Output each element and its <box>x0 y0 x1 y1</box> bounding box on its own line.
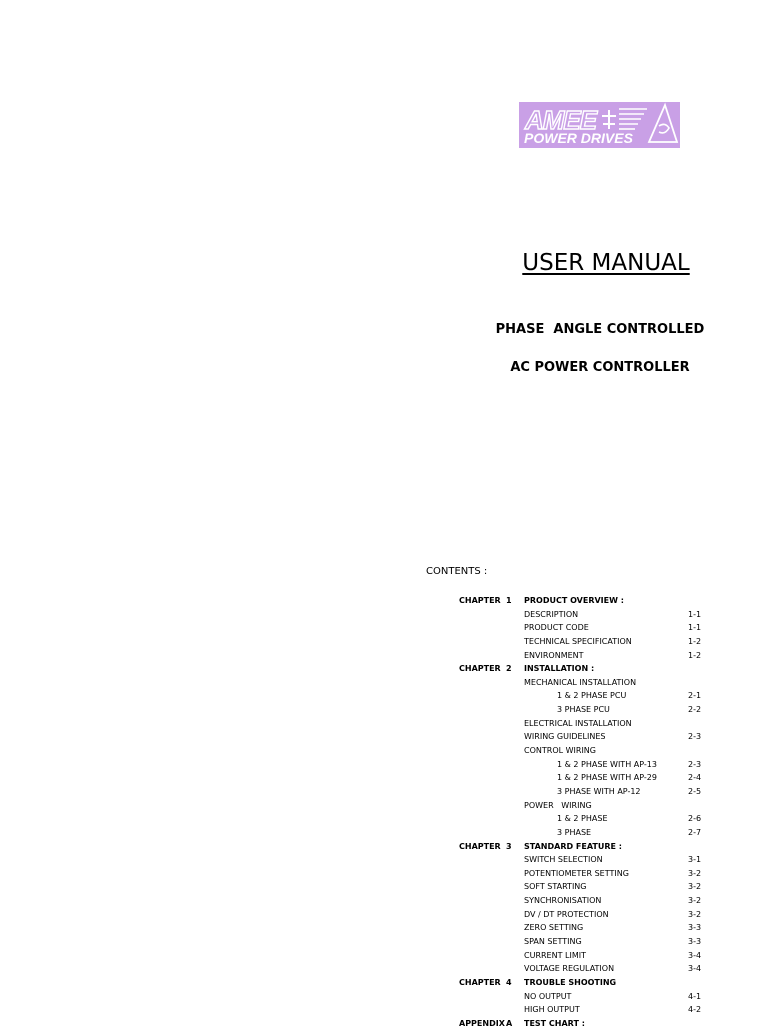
toc-chapter-row <box>0 594 768 608</box>
toc-page-number: 3-3 <box>688 923 702 933</box>
toc-page-number: 3-4 <box>688 950 702 960</box>
toc-entry-row <box>0 758 768 772</box>
document-subtitle-line1: PHASE ANGLE CONTROLLED <box>495 322 705 337</box>
toc-page-number: 2-1 <box>688 691 702 701</box>
toc-entry-row <box>0 812 768 826</box>
toc-entry-row <box>0 771 768 785</box>
toc-entry-row <box>0 880 768 894</box>
toc-page-number: 1-2 <box>688 636 702 646</box>
toc-chapter-number: 3 <box>506 841 512 851</box>
toc-entry-text: HIGH OUTPUT <box>524 1005 580 1015</box>
toc-entry-text: VOLTAGE REGULATION <box>524 964 615 974</box>
toc-entry-text: 1 & 2 PHASE PCU <box>557 691 627 701</box>
toc-chapter-title: INSTALLATION : <box>524 664 595 674</box>
toc-entry-text: SOFT STARTING <box>524 882 587 892</box>
toc-page-number: 3-3 <box>688 937 702 947</box>
toc-chapter-label: APPENDIX <box>459 1018 505 1028</box>
toc-entry-text: 1 & 2 PHASE <box>557 814 608 824</box>
toc-entry-row <box>0 894 768 908</box>
toc-chapter-title: STANDARD FEATURE : <box>524 841 622 851</box>
table-of-contents <box>0 594 768 1031</box>
toc-page-number: 2-5 <box>688 786 702 796</box>
amee-power-drives-logo <box>519 102 680 148</box>
toc-entry-row <box>0 908 768 922</box>
toc-entry-text: SYNCHRONISATION <box>524 896 602 906</box>
toc-chapter-number: 4 <box>506 977 512 987</box>
svg-text:AMEE: AMEE <box>525 105 597 135</box>
toc-entry-row <box>0 744 768 758</box>
toc-entry-text: 3 PHASE WITH AP-12 <box>557 786 641 796</box>
toc-page-number: 2-4 <box>688 773 702 783</box>
toc-entry-row <box>0 853 768 867</box>
toc-page-number: 3-1 <box>688 855 702 865</box>
toc-entry-row <box>0 867 768 881</box>
toc-entry-text: SWITCH SELECTION <box>524 855 603 865</box>
toc-chapter-number: 2 <box>506 664 512 674</box>
toc-entry-row <box>0 962 768 976</box>
toc-entry-row <box>0 826 768 840</box>
toc-chapter-row <box>0 840 768 854</box>
toc-entry-text: MECHANICAL INSTALLATION <box>524 677 637 687</box>
toc-page-number: 3-2 <box>688 909 702 919</box>
toc-entry-row <box>0 990 768 1004</box>
toc-entry-text: TECHNICAL SPECIFICATION <box>524 636 632 646</box>
toc-entry-text: SPAN SETTING <box>524 937 582 947</box>
svg-text:POWER DRIVES: POWER DRIVES <box>524 130 633 146</box>
toc-chapter-label: CHAPTER <box>459 977 501 987</box>
toc-entry-text: ENVIRONMENT <box>524 650 584 660</box>
toc-entry-row <box>0 608 768 622</box>
toc-entry-text: 3 PHASE PCU <box>557 705 610 715</box>
toc-page-number: 4-1 <box>688 991 702 1001</box>
toc-chapter-label: CHAPTER <box>459 664 501 674</box>
toc-entry-row <box>0 621 768 635</box>
toc-chapter-title: TROUBLE SHOOTING <box>524 977 617 987</box>
toc-page-number: 2-2 <box>688 705 702 715</box>
toc-chapter-label: CHAPTER <box>459 596 501 605</box>
toc-page-number: 1-1 <box>688 623 702 633</box>
toc-entry-text: 1 & 2 PHASE WITH AP-13 <box>557 759 657 769</box>
toc-page-number: 3-2 <box>688 896 702 906</box>
toc-entry-text: 1 & 2 PHASE WITH AP-29 <box>557 773 657 783</box>
toc-page-number: 3-2 <box>688 868 702 878</box>
toc-page-number: 1-1 <box>688 609 702 619</box>
toc-entry-text: CURRENT LIMIT <box>524 950 586 960</box>
toc-chapter-number: 1 <box>506 596 512 605</box>
toc-page-number: 2-3 <box>688 732 702 742</box>
contents-heading: CONTENTS : <box>426 566 488 577</box>
toc-entry-row <box>0 785 768 799</box>
toc-chapter-label: CHAPTER <box>459 841 501 851</box>
toc-page-number: 1-2 <box>688 650 702 660</box>
toc-entry-row <box>0 1003 768 1017</box>
toc-page-number: 2-6 <box>688 814 702 824</box>
toc-page-number: 2-7 <box>688 827 702 837</box>
document-title: USER MANUAL <box>522 250 690 276</box>
toc-chapter-number: A <box>506 1018 513 1028</box>
toc-entry-text: DESCRIPTION <box>524 609 579 619</box>
toc-page-number: 3-2 <box>688 882 702 892</box>
toc-entry-row <box>0 635 768 649</box>
toc-entry-text: 3 PHASE <box>557 827 592 837</box>
toc-entry-row <box>0 935 768 949</box>
toc-chapter-title: PRODUCT OVERVIEW : <box>524 596 624 605</box>
toc-entry-text: ELECTRICAL INSTALLATION <box>524 718 632 728</box>
toc-entry-text: POTENTIOMETER SETTING <box>524 868 629 878</box>
toc-entry-text: POWER WIRING <box>524 800 592 810</box>
toc-entry-row <box>0 949 768 963</box>
toc-entry-text: ZERO SETTING <box>524 923 584 933</box>
toc-page-number: 2-3 <box>688 759 702 769</box>
toc-entry-text: PRODUCT CODE <box>524 623 589 633</box>
toc-entry-row <box>0 676 768 690</box>
toc-chapter-title: TEST CHART : <box>524 1018 585 1028</box>
toc-entry-text: NO OUTPUT <box>524 991 572 1001</box>
document-subtitle-line2: AC POWER CONTROLLER <box>510 360 690 375</box>
toc-entry-row <box>0 730 768 744</box>
toc-chapter-row <box>0 976 768 990</box>
toc-entry-text: CONTROL WIRING <box>524 746 596 756</box>
toc-entry-row <box>0 799 768 813</box>
toc-entry-row <box>0 921 768 935</box>
toc-entry-row <box>0 703 768 717</box>
toc-page-number: 3-4 <box>688 964 702 974</box>
toc-entry-text: WIRING GUIDELINES <box>524 732 606 742</box>
toc-entry-row <box>0 689 768 703</box>
toc-page-number: 4-2 <box>688 1005 702 1015</box>
toc-entry-row <box>0 717 768 731</box>
toc-entry-row <box>0 649 768 663</box>
toc-chapter-row <box>0 662 768 676</box>
toc-entry-text: DV / DT PROTECTION <box>524 909 609 919</box>
